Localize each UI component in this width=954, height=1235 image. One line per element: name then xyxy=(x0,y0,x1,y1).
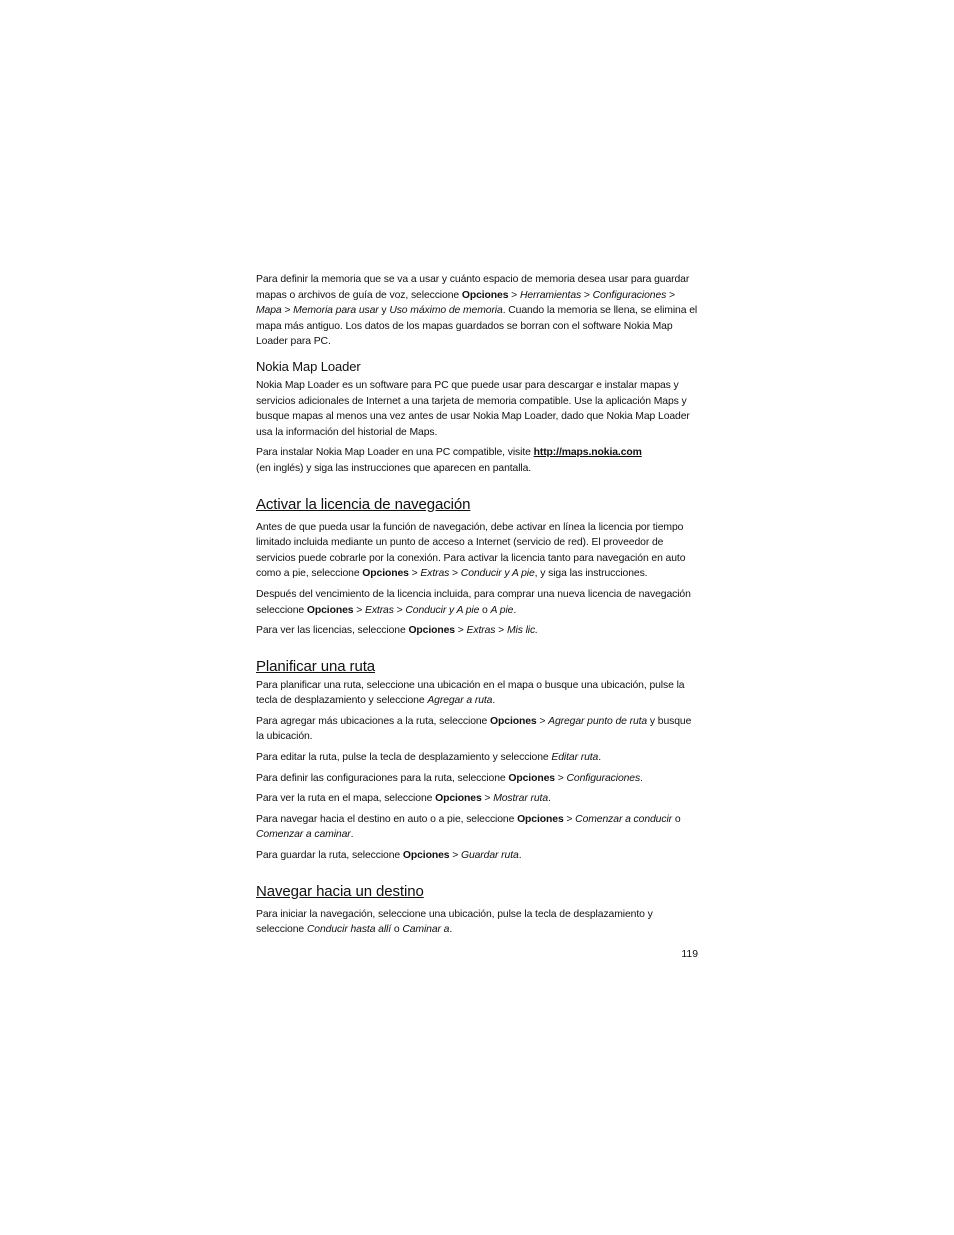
text: . xyxy=(598,752,602,764)
text: Para planificar una ruta, seleccione una ubicación en el mapa o busque una ubicación, pulse la tecla de desplazamiento y seleccione xyxy=(256,679,685,707)
text: . Cuando la memoria se llena, se elimina el mapa más antiguo. Los datos de los mapas guardados se borran con el software Nokia Map Loader para PC. xyxy=(256,305,698,348)
section-heading-route: Planificar una ruta xyxy=(256,657,376,675)
text: . xyxy=(513,604,517,616)
route-paragraph-3 xyxy=(256,750,698,766)
menu-term-opciones: Opciones xyxy=(408,625,455,637)
menu-term-comenzar-a-conducir: Comenzar a conducir xyxy=(575,813,673,825)
separator: > xyxy=(454,625,467,637)
route-paragraph-4 xyxy=(256,771,698,787)
license-paragraph-1 xyxy=(256,520,698,582)
section-heading-destination: Navegar hacia un destino xyxy=(256,882,424,900)
memory-paragraph xyxy=(256,272,698,350)
text: o xyxy=(391,924,403,936)
separator: > xyxy=(563,813,576,825)
menu-term-opciones: Opciones xyxy=(461,289,509,301)
separator: > xyxy=(281,305,294,317)
license-paragraph-2 xyxy=(256,587,698,618)
separator: > xyxy=(581,289,593,301)
text: Para definir la memoria que se va a usar y cuánto espacio de memoria desea usar para guardar mapas o archivos de guía de voz, seleccione xyxy=(256,274,690,301)
menu-term-comenzar-a-caminar: Comenzar a caminar xyxy=(256,829,351,841)
menu-term-memoria-para-usar: Memoria para usar xyxy=(293,305,379,317)
menu-term-uso-maximo: Uso máximo de memoria xyxy=(389,305,503,317)
menu-term-herramientas: Herramientas xyxy=(519,289,582,301)
destination-paragraph xyxy=(256,907,698,938)
text: Para ver la ruta en el mapa, seleccione xyxy=(256,793,436,805)
subheading-nokia-map-loader: Nokia Map Loader xyxy=(256,358,361,374)
page-body xyxy=(256,272,698,943)
text: . xyxy=(640,772,643,784)
menu-term-mapa: Mapa xyxy=(256,305,282,317)
menu-term-configuraciones: Configuraciones xyxy=(566,772,641,784)
separator: > xyxy=(554,772,567,784)
separator: > xyxy=(408,568,421,580)
menu-term-a-pie: A pie xyxy=(490,604,514,616)
route-paragraph-5 xyxy=(256,791,698,807)
text: Para ver las licencias, seleccione xyxy=(256,625,409,637)
separator: > xyxy=(495,625,507,637)
route-paragraph-2 xyxy=(256,714,698,745)
map-loader-paragraph: Nokia Map Loader es un software para PC que puede usar para descargar e instalar mapas y servicios adicionales de Internet a una tarjeta de memoria compatible. Use la aplicación Maps y busque mapas al menos una vez antes de usar Nokia Map Loader, dado que Nokia Map Loader usa la información del historial de Maps. xyxy=(256,379,690,438)
menu-term-extras: Extras xyxy=(466,625,496,637)
text: Para agregar más ubicaciones a la ruta, seleccione xyxy=(256,715,491,727)
menu-term-conducir: Conducir y A pie xyxy=(405,604,480,616)
menu-term-agregar-a-ruta: Agregar a ruta xyxy=(427,695,493,707)
text: Para instalar Nokia Map Loader en una PC compatible, visite xyxy=(256,447,534,459)
page-number: 119 xyxy=(681,949,698,960)
text: o xyxy=(672,813,681,825)
menu-term-opciones: Opciones xyxy=(490,715,537,727)
separator: > xyxy=(481,793,494,805)
menu-term-extras: Extras xyxy=(364,604,394,616)
menu-term-opciones: Opciones xyxy=(306,604,354,616)
text: (en inglés) y siga las instrucciones que aparecen en pantalla. xyxy=(256,462,532,474)
route-paragraph-1 xyxy=(256,678,698,709)
text: y busque la ubicación. xyxy=(256,715,692,743)
menu-term-mis-lic: Mis lic. xyxy=(506,625,538,637)
route-paragraph-7 xyxy=(256,848,698,864)
text: , y siga las instrucciones. xyxy=(534,568,648,580)
text: y xyxy=(378,305,390,317)
separator: > xyxy=(393,604,406,616)
separator: > xyxy=(536,715,549,727)
menu-term-opciones: Opciones xyxy=(435,793,482,805)
menu-term-opciones: Opciones xyxy=(402,850,450,862)
menu-term-extras: Extras xyxy=(420,568,450,580)
text: Para navegar hacia el destino en auto o a pie, seleccione xyxy=(256,813,518,825)
text: . xyxy=(350,829,354,841)
menu-term-editar-ruta: Editar ruta xyxy=(551,752,599,764)
text: Antes de que pueda usar la función de navegación, debe activar en línea la licencia por tiempo limitado incluida mediante un punto de acceso a Internet (servicio de red). El proveedor de servicios puede cobrarle por la conexión. Para activar la licencia tanto para navegación en auto como a pie, seleccione xyxy=(256,521,686,580)
map-loader-install-paragraph xyxy=(256,445,698,476)
nokia-maps-link[interactable]: http://maps.nokia.com xyxy=(533,447,642,459)
section-heading-license: Activar la licencia de navegación xyxy=(256,495,471,513)
text: . xyxy=(449,924,453,936)
text: o xyxy=(479,604,491,616)
menu-term-conducir-y-a-pie: Conducir y A pie xyxy=(460,568,535,580)
separator: > xyxy=(666,289,676,301)
text: Después del vencimiento de la licencia incluida, para comprar una nueva licencia de navegación seleccione xyxy=(256,588,691,616)
separator: > xyxy=(449,568,461,580)
text: Para editar la ruta, pulse la tecla de desplazamiento y seleccione xyxy=(256,752,552,764)
text: . xyxy=(548,793,551,805)
license-paragraph-3 xyxy=(256,623,698,639)
menu-term-opciones: Opciones xyxy=(508,772,555,784)
separator: > xyxy=(353,604,365,616)
menu-term-opciones: Opciones xyxy=(517,813,564,825)
text: . xyxy=(518,850,522,862)
text: Para definir las configuraciones para la ruta, seleccione xyxy=(256,772,509,784)
text: Para iniciar la navegación, seleccione una ubicación, pulse la tecla de desplazamiento y seleccione xyxy=(256,908,653,936)
menu-term-caminar-a: Caminar a xyxy=(402,924,450,936)
menu-term-guardar-ruta: Guardar ruta xyxy=(460,850,519,862)
text: Para guardar la ruta, seleccione xyxy=(256,850,403,862)
menu-term-configuraciones: Configuraciones xyxy=(592,289,667,301)
menu-term-mostrar-ruta: Mostrar ruta xyxy=(493,793,548,805)
menu-term-agregar-punto: Agregar punto de ruta xyxy=(548,715,648,727)
text: . xyxy=(492,695,496,707)
separator: > xyxy=(449,850,461,862)
separator: > xyxy=(508,289,520,301)
menu-term-conducir-hasta-alli: Conducir hasta allí xyxy=(306,924,392,936)
menu-term-opciones: Opciones xyxy=(362,568,409,580)
route-paragraph-6 xyxy=(256,812,698,843)
